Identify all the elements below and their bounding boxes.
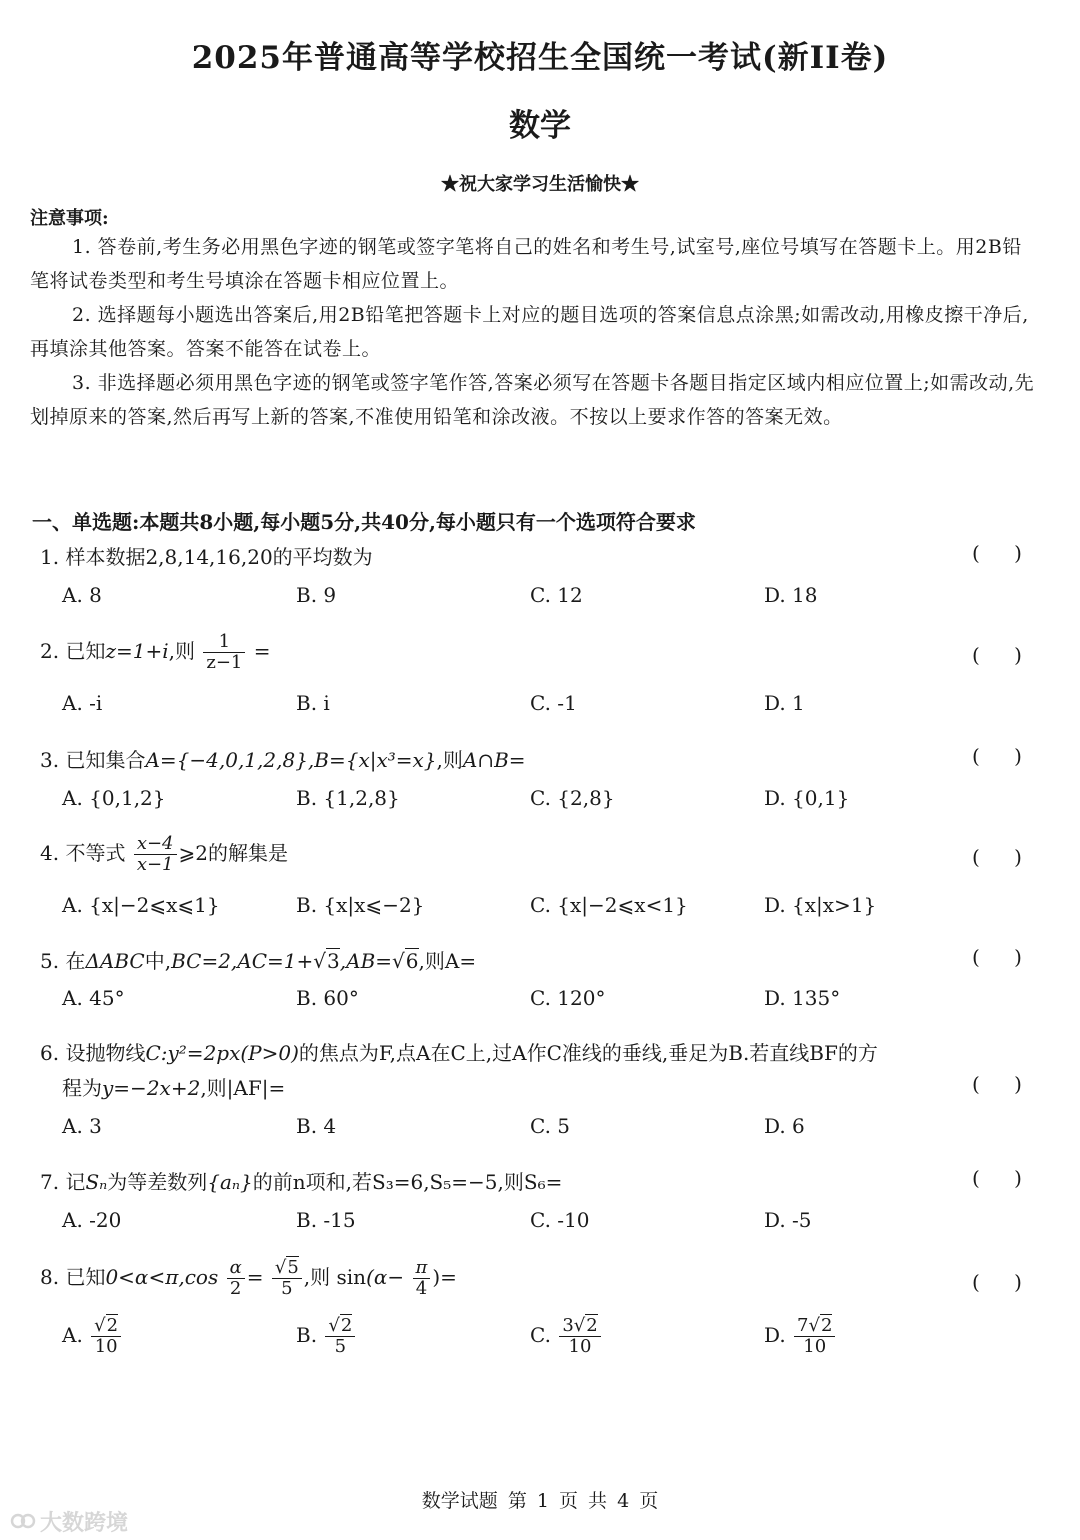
math-expr: ,AB= [339, 949, 393, 973]
radicand: 3 [327, 949, 340, 973]
notice-heading: 注意事项: [30, 208, 109, 229]
denominator: 10 [803, 1336, 827, 1357]
fraction [134, 834, 177, 875]
section-heading: 一、单选题:本题共8小题,每小题5分,共40分,每小题只有一个选项符合要求 [32, 510, 696, 534]
question-text: 2. 已知 [40, 639, 106, 663]
answer-paren-5: ( ) [972, 945, 1022, 969]
question-6-line-2 [62, 1072, 285, 1101]
option-5c: C. 120° [530, 986, 606, 1010]
math-expr: = [246, 1265, 264, 1289]
answer-paren-7: ( ) [972, 1166, 1022, 1190]
numerator [559, 1316, 600, 1337]
sqrt-symbol: √ [328, 1315, 340, 1336]
question-text: 的前n项和,若S₃=6,S₅=−5,则S₆= [252, 1170, 563, 1194]
numerator: x−4 [134, 834, 177, 855]
question-text: 8. 已知 [40, 1265, 106, 1289]
math-expr: BC=2,AC=1+ [171, 949, 314, 973]
option-1a: A. 8 [62, 583, 102, 607]
option-7b: B. -15 [296, 1208, 356, 1232]
math-expr: A∩B= [462, 748, 526, 772]
option-4c: C. {x|−2⩽x<1} [530, 893, 688, 917]
question-text: 1. 样本数据2,8,14,16,20的平均数为 [40, 545, 373, 569]
answer-paren-3: ( ) [972, 744, 1022, 768]
option-2a: A. -i [62, 691, 103, 715]
radicand: 2 [106, 1315, 119, 1336]
option-7a: A. -20 [62, 1208, 122, 1232]
math-expr: {aₙ} [207, 1170, 253, 1194]
option-8b [296, 1316, 357, 1357]
option-1d: D. 18 [764, 583, 818, 607]
sqrt-symbol: √ [573, 1315, 586, 1336]
answer-paren-4: ( ) [972, 845, 1022, 869]
notice-item-1: 1. 答卷前,考生务必用黑色字迹的钢笔或签字笔将自己的姓名和考生号,试室号,座位号填写在答题卡上。用2B铅笔将试卷类型和考生号填涂在答题卡相应位置上。 [30, 236, 1022, 292]
fraction [203, 632, 245, 673]
option-6c: C. 5 [530, 1114, 571, 1138]
radicand: 5 [287, 1257, 299, 1278]
question-text: 的解集是 [207, 841, 288, 865]
sqrt-symbol: √ [392, 949, 405, 973]
math-expr: (α− [366, 1265, 405, 1289]
denominator: 5 [281, 1278, 293, 1299]
question-2 [40, 632, 271, 673]
answer-paren-8: ( ) [972, 1270, 1022, 1294]
option-6b: B. 4 [296, 1114, 337, 1138]
numerator: α [227, 1258, 245, 1279]
option-letter: A. [62, 1323, 83, 1347]
option-1c: C. 12 [530, 583, 583, 607]
option-letter: C. [530, 1323, 551, 1347]
radicand: 2 [820, 1315, 833, 1336]
sqrt-symbol: √ [808, 1315, 820, 1336]
question-text: ,则 [436, 748, 463, 772]
option-3d: D. {0,1} [764, 786, 850, 810]
question-text: 6. 设抛物线 [40, 1041, 146, 1065]
option-2c: C. -1 [530, 691, 577, 715]
question-8 [40, 1258, 457, 1299]
fraction [559, 1316, 600, 1357]
motto: ★祝大家学习生活愉快★ [441, 174, 639, 195]
fraction [272, 1258, 302, 1299]
math-expr: C:y²=2px(P>0) [145, 1041, 299, 1065]
radicand: 6 [405, 949, 419, 973]
denominator: z−1 [206, 652, 243, 673]
fraction [91, 1316, 121, 1357]
fraction [325, 1316, 355, 1357]
question-text: 5. 在 [40, 949, 86, 973]
notice-item-2: 2. 选择题每小题选出答案后,用2B铅笔把答题卡上对应的题目选项的答案信息点涂黑;如需改动,用橡皮擦干净后,再填涂其他答案。答案不能答在试卷上。 [30, 304, 1029, 360]
question-text: = [253, 639, 271, 663]
option-3c: C. {2,8} [530, 786, 615, 810]
option-4b: B. {x|x⩽−2} [296, 893, 425, 917]
option-5b: B. 60° [296, 986, 359, 1010]
question-text: ,则A= [418, 949, 477, 973]
denominator: 5 [334, 1336, 347, 1357]
answer-paren-1: ( ) [972, 541, 1022, 565]
numerator [91, 1316, 121, 1337]
option-2b: B. i [296, 691, 330, 715]
fraction [227, 1258, 245, 1299]
exam-title: 2025年普通高等学校招生全国统一考试(新II卷) [191, 40, 889, 76]
fraction [413, 1258, 431, 1299]
question-text: ,则 [168, 639, 195, 663]
watermark-text: 大数跨境 [40, 1511, 129, 1536]
question-5 [40, 945, 476, 974]
option-6d: D. 6 [764, 1114, 805, 1138]
question-text: 中, [144, 949, 172, 973]
notice-item-3: 3. 非选择题必须用黑色字迹的钢笔或签字笔作答,答案必须写在答题卡各题目指定区域内相应位置上;如需改动,先划掉原来的答案,然后再写上新的答案,不准使用铅笔和涂改液。不按以上要求作答的答案无效。 [30, 372, 1035, 428]
question-6-line-1 [40, 1037, 1040, 1066]
numerator [325, 1316, 355, 1337]
fraction [794, 1316, 835, 1357]
question-4 [40, 834, 288, 875]
sqrt-symbol: √ [94, 1315, 106, 1336]
option-4d: D. {x|x>1} [764, 893, 877, 917]
option-8d [764, 1316, 837, 1357]
question-text: 为等差数列 [107, 1170, 208, 1194]
question-text: ,则|AF|= [200, 1076, 286, 1100]
option-3b: B. {1,2,8} [296, 786, 400, 810]
math-expr: A={−4,0,1,2,8},B={x|x³=x} [145, 748, 437, 772]
option-8c [530, 1316, 603, 1357]
denominator: 10 [94, 1336, 118, 1357]
radicand: 2 [586, 1315, 598, 1336]
numerator: 1 [203, 632, 245, 653]
denominator: 2 [229, 1278, 242, 1299]
math-expr: Sₙ [85, 1170, 108, 1194]
question-text: 4. 不等式 [40, 841, 126, 865]
watermark-logo-icon [10, 1511, 36, 1537]
numerator [272, 1258, 302, 1279]
denominator: 4 [415, 1278, 428, 1299]
math-expr: ΔABC [85, 949, 145, 973]
option-4a: A. {x|−2⩽x⩽1} [62, 893, 220, 917]
option-7c: C. -10 [530, 1208, 590, 1232]
option-5d: D. 135° [764, 986, 841, 1010]
math-expr: )= [432, 1265, 457, 1289]
sqrt-symbol: √ [274, 1257, 287, 1278]
question-3 [40, 744, 526, 773]
question-text: ,则 sin [303, 1265, 367, 1289]
watermark [10, 1506, 128, 1537]
subject-title: 数学 [509, 108, 571, 144]
option-6a: A. 3 [62, 1114, 102, 1138]
question-text: 3. 已知集合 [40, 748, 146, 772]
denominator: 10 [568, 1336, 592, 1357]
option-5a: A. 45° [62, 986, 125, 1010]
denominator: x−1 [136, 854, 174, 875]
math-expr: 0<α<π,cos [105, 1265, 219, 1289]
question-text: 的焦点为F,点A在C上,过A作C准线的垂线,垂足为B.若直线BF的方 [298, 1041, 878, 1065]
question-text: 程为 [62, 1076, 102, 1100]
sqrt-symbol: √ [313, 949, 327, 973]
math-expr: ⩾2 [178, 841, 208, 865]
option-3a: A. {0,1,2} [62, 786, 166, 810]
answer-paren-6: ( ) [972, 1072, 1022, 1096]
option-2d: D. 1 [764, 691, 805, 715]
numerator: π [413, 1258, 431, 1279]
numerator [794, 1316, 835, 1337]
coefficient: 7 [797, 1315, 809, 1336]
question-7 [40, 1166, 562, 1195]
math-expr: y=−2x+2 [102, 1076, 201, 1100]
option-8a [62, 1316, 123, 1357]
coefficient: 3 [562, 1315, 574, 1336]
question-1 [40, 541, 373, 570]
radicand: 2 [340, 1315, 353, 1336]
option-letter: B. [296, 1323, 318, 1347]
question-text: 7. 记 [40, 1170, 86, 1194]
math-expr: z=1+i [105, 639, 169, 663]
option-7d: D. -5 [764, 1208, 812, 1232]
option-1b: B. 9 [296, 583, 337, 607]
page-footer: 数学试题 第 1 页 共 4 页 [421, 1490, 659, 1512]
option-letter: D. [764, 1323, 786, 1347]
answer-paren-2: ( ) [972, 643, 1022, 667]
